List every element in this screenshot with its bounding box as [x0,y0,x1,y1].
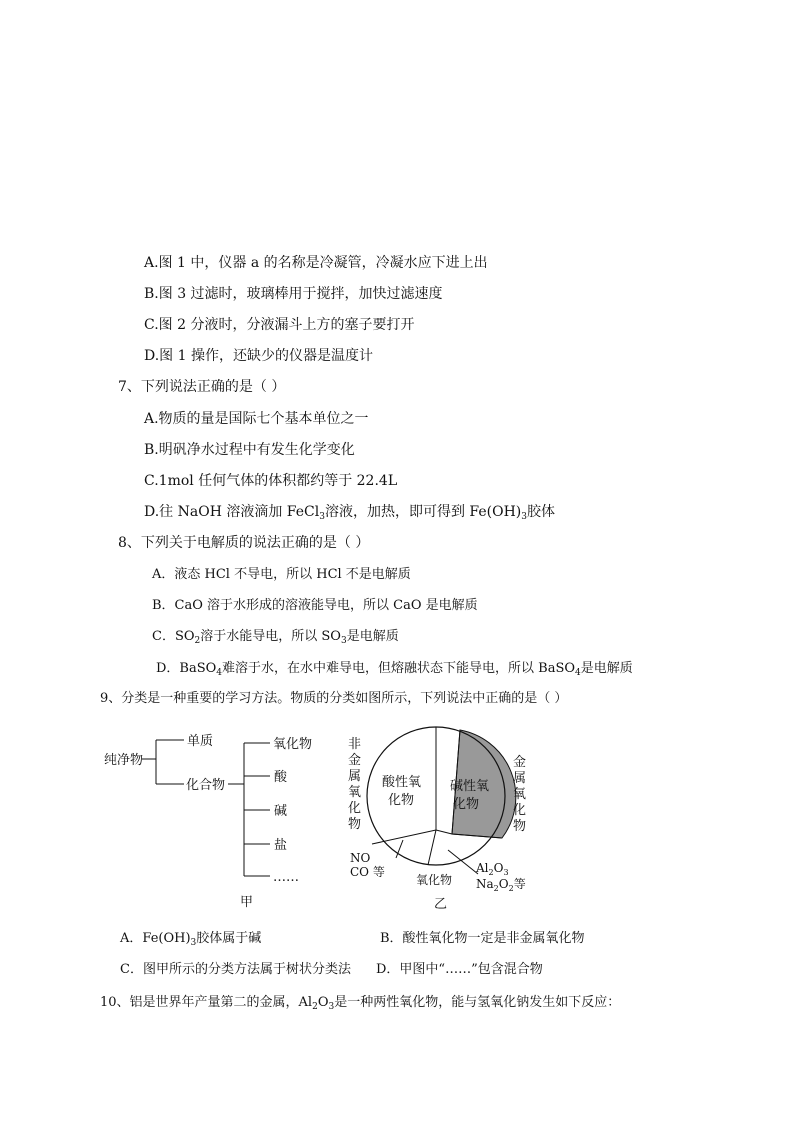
figure-jia-tree [98,726,348,916]
jia-root-label: 纯净物 [104,753,144,768]
q6-option-d: D.图 1 操作，还缺少的仪器是温度计 [144,348,373,364]
q7-option-d: D.往 NaOH 溶液滴加 FeCl$_3$溶液，加热，即可得到 $Fe(OH)_3$胶体 [144,504,555,522]
q7-stem: 7、下列说法正确的是（ ） [118,379,286,395]
no-label: NO [350,851,371,865]
jia-caption: 甲 [240,895,254,910]
acidic-oxide-label-2: 化物 [388,793,415,808]
q8-option-b: B．CaO 溶于水形成的溶液能导电，所以 CaO 是电解质 [152,598,478,613]
yi-caption: 乙 [434,897,448,912]
q9-option-b: B．酸性氧化物一定是非金属氧化物 [380,931,585,946]
jia-salt-label: 盐 [274,838,288,853]
na2o2-label: $Na_2O_2$等 [476,877,526,893]
co-label: CO 等 [350,865,385,879]
figure-yi-circle [340,722,540,918]
q6-option-c: C.图 2 分液时，分液漏斗上方的塞子要打开 [144,317,415,333]
q7-option-a: A.物质的量是国际七个基本单位之一 [144,411,369,427]
non-metal-oxide-label: 非金属氧化物 [348,737,362,832]
basic-oxide-label-1: 碱性氧 [450,779,490,794]
q9-option-d: D．甲图中“……”包含混合物 [376,962,543,977]
acidic-oxide-label-1: 酸性氧 [382,775,422,790]
jia-base-label: 碱 [274,804,288,819]
q8-stem: 8、下列关于电解质的说法正确的是（ ） [118,535,370,551]
metal-oxide-label: 金属氧化物 [513,755,527,834]
q8-option-a: A．液态 HCl 不导电，所以 HCl 不是电解质 [152,567,411,582]
jia-compound-label: 化合物 [186,778,226,793]
jia-oxide-label: 氧化物 [273,737,313,752]
q7-option-c: C.1mol 任何气体的体积都约等于 22.4L [144,473,398,489]
q10-stem: 10、铝是世界年产量第二的金属，$Al_2O_3$是一种两性氧化物，能与氢氧化钠发生如下反应： [100,995,621,1012]
jia-etc-label: …… [273,870,299,885]
jia-acid-label: 酸 [274,770,288,785]
q9-stem: 9、分类是一种重要的学习方法。物质的分类如图所示，下列说法中正确的是（ ） [100,691,568,706]
al2o3-label: $Al_2O_3$ [476,861,509,877]
q6-option-b: B.图 3 过滤时，玻璃棒用于搅拌，加快过滤速度 [144,286,443,302]
jia-elem-label: 单质 [187,734,214,749]
q9-option-a: A．$Fe(OH)_3$胶体属于碱 [120,931,262,948]
q7-option-b: B.明矾净水过程中有发生化学变化 [144,442,355,458]
q9-option-c: C．图甲所示的分类方法属于树状分类法 [120,962,351,977]
q8-option-d: D．BaSO$_4$难溶于水，在水中难导电，但熔融状态下能导电，所以 BaSO$_4$是电解质 [156,661,633,678]
oxide-label: 氧化物 [416,873,453,887]
basic-oxide-label-2: 化物 [453,797,480,812]
q6-option-a: A.图 1 中，仪器 a 的名称是冷凝管，冷凝水应下进上出 [144,255,488,271]
q8-option-c: C．$SO_2$溶于水能导电，所以 $SO_3$是电解质 [152,629,399,646]
